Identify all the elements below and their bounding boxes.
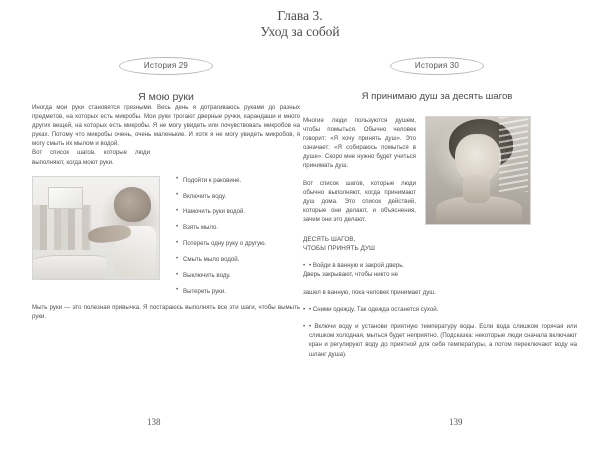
subheading-line-1: ДЕСЯТЬ ШАГОВ, [303,236,356,244]
left-page [32,55,300,445]
right-top-row [303,116,571,280]
left-closing-paragraph: Мыть руки — это полезная привычка. Я постараюсь выполнять все эти шаги, чтобы вымыть руки. [32,303,300,320]
shower-step-1 [303,261,416,279]
list-item: • Потереть одну руку о другую. [178,239,266,248]
chapter-number: Глава 3. [277,8,323,23]
shower-step-2 [303,305,571,314]
list-item: • Подойти к раковине. [178,176,266,185]
list-item: • Выключить воду. [178,271,266,280]
right-badge-row [303,55,571,77]
left-lead-paragraph: Иногда мои руки становятся грязными. Весь день я дотрагиваюсь руками до разных предметов, на которых есть микробы. Мои руки трогают дверные ручки, карандаши и много других вещей, на которых есть микробы. Я не могу увидеть или почувствовать микробов на руках. Потому что микробы очень, очень маленькие. И хотя я не могу увидеть микробов, я могу смыть их мылом и водой. [32,104,300,148]
girl-in-shower-photo [425,116,531,225]
right-page [303,55,577,445]
mirror [48,187,83,209]
shower-step-2-text: • • Сними одежду. Так одежда останется сухой. [303,305,577,314]
right-narrow-column [303,116,416,280]
list-item: • Намочить руки водой. [178,207,266,216]
right-paragraph-1: Многие люди пользуются душем, чтобы помыться. Обычно человек говорит: «Я хочу принять душ». Это означает: «Я собираюсь помыться в душе». Скоро мне нужно будет учиться принимать душ. [303,117,416,170]
shower-step-1-continued [303,288,571,297]
left-badge-row [32,55,300,77]
list-item: • Вытереть руки. [178,287,266,296]
boy-washing-hands-photo [32,176,160,280]
shower-step-3 [303,322,577,359]
right-story-heading: Я принимаю душ за десять шагов [361,91,513,102]
handwashing-steps-list [170,176,266,303]
ten-steps-subheading [303,236,416,253]
tile-wall [33,205,91,250]
story-badge-29: История 29 [119,57,213,75]
shower-water [499,117,528,192]
shower-step-3-text: • • Включи воду и установи приятную температуру воды. Если вода слишком горячая или слишком холодная, мыться будет неприятно. (Подсказка: некоторые люди сначала включают кран и регулируют воду до приятной для себя температуры, а потом переключают воду на шланг душа). [303,322,577,359]
chapter-name: Уход за собой [260,24,340,39]
subheading-line-2: ЧТОБЫ ПРИНЯТЬ ДУШ [303,244,375,252]
list-item: • Взять мыло. [178,223,266,232]
child-head [114,187,152,222]
left-story-heading: Я мою руки [138,91,194,103]
chapter-title [0,8,600,40]
shower-step-1-note-a: Дверь закрывают, чтобы никто не [303,271,398,279]
list-item: • Включить воду. [178,192,266,201]
shower-step-1-note-b: зашел в ванную, пока человек принимает душ. [303,288,436,296]
page-number-left: 138 [147,417,161,427]
sink [32,255,106,278]
left-list-intro: Вот список шагов, которые люди выполняют, когда моют руки. [32,149,150,166]
left-media-row [32,176,300,303]
page-number-right: 139 [449,417,463,427]
list-item: • Смыть мыло водой. [178,255,266,264]
story-badge-30: История 30 [390,57,484,75]
right-paragraph-2: Вот список шагов, которые люди обычно выполняют, когда принимают душ дома. Это список действий, которые они делают, и объяснения, зачем они это делают. [303,179,416,223]
shower-step-1-text: • • Войди в ванную и закрой дверь. [303,261,422,270]
girl-neck [463,175,490,203]
